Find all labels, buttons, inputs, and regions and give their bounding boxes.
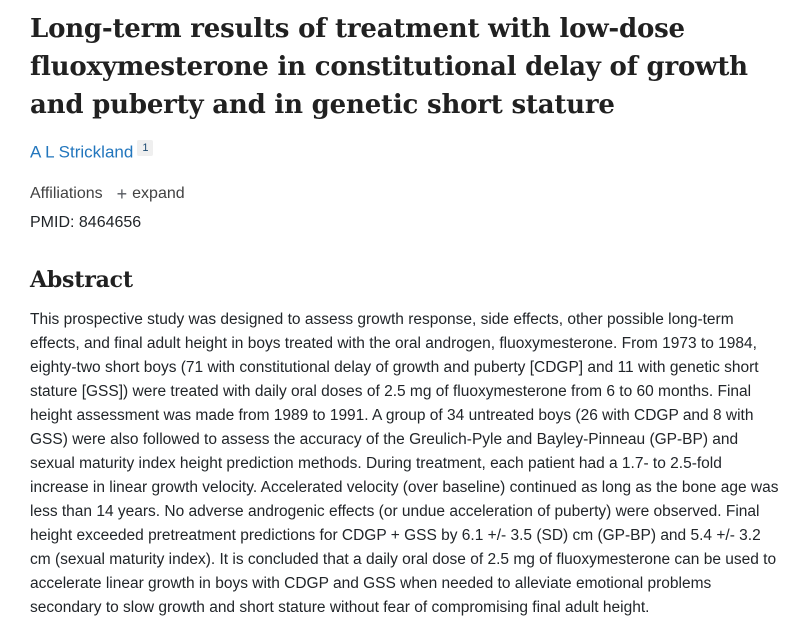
affiliations-row [30, 183, 782, 205]
affiliation-superscript-badge[interactable]: 1 [137, 140, 153, 156]
expand-label: expand [132, 184, 185, 202]
expand-affiliations-button[interactable] [117, 185, 185, 203]
plus-icon: + [116, 183, 128, 204]
pmid-row [30, 212, 782, 234]
affiliations-label: Affiliations [30, 184, 103, 202]
author-link[interactable]: A L Strickland [30, 142, 134, 162]
abstract-text: This prospective study was designed to assess growth response, side effects, other possible long-term effects, and final adult height in boys treated with the oral androgen, fluoxymesterone. From 1973 to 1984, eighty-two short boys (71 with constitutional delay of growth and puberty [CDGP] and 11 with genetic short stature [GSS]) were treated with daily oral doses of 2.5 mg of fluoxymesterone from 6 to 60 months. Final height assessment was made from 1989 to 1991. A group of 34 untreated boys (26 with CDGP and 8 with GSS) were also followed to assess the accuracy of the Greulich-Pyle and Bayley-Pinneau (GP-BP) and sexual maturity index height prediction methods. During treatment, each patient had a 1.7- to 2.5-fold increase in linear growth velocity. Accelerated velocity (over baseline) continued as long as the bone age was less than 14 years. No adverse androgenic effects (or undue acceleration of puberty) were observed. Final height exceeded pretreatment predictions for CDGP + GSS by 6.1 +/- 3.5 (SD) cm (GP-BP) and 5.4 +/- 3.2 cm (sexual maturity index). It is concluded that a daily oral dose of 2.5 mg of fluoxymesterone can be used to accelerate linear growth in boys with CDGP and GSS when needed to alleviate emotional problems secondary to slow growth and short stature without fear of compromising final adult height. [30, 310, 779, 616]
pmid-value: 8464656 [78, 213, 142, 231]
pmid-label: PMID: [30, 213, 75, 231]
authors-list [30, 140, 782, 164]
article-title: Long-term results of treatment with low-dose fluoxymesterone in constitutional delay of growth and puberty and in genetic short stature [30, 14, 748, 120]
abstract-heading: Abstract [30, 266, 133, 293]
